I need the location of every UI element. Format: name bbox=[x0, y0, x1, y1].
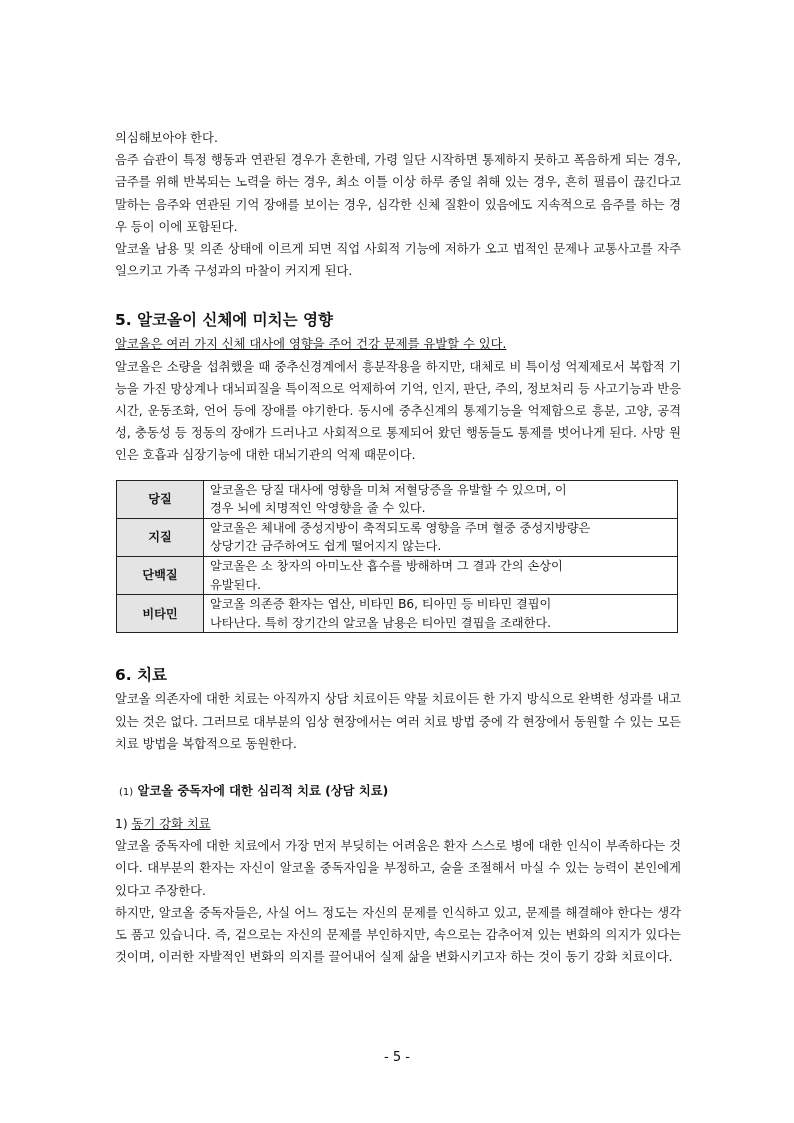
subsection-title bbox=[115, 781, 681, 799]
section5-body: 알코올은 소량을 섭취했을 때 중추신경계에서 흥분작용을 하지만, 대체로 비 특이성 억제제로서 복합적 기능을 가진 망상계나 대뇌피질을 특이적으로 억제하여 기억, 인지, 판단, 주의, 정보처리 등 사고기능과 반응시간, 운동조화, 언어 등에 장애를 야기한다. 동시에 중추신계의 통제기능을 억제함으로 흥분, 고양, 공격성, 충동성 등 정동의 장애가 드러나고 사회적으로 통제되어 왔던 행동들도 통제를 벗어나게 된다. 사망 원인은 호흡과 심장기능에 대한 대뇌기관의 억제 때문이다. bbox=[115, 359, 681, 463]
intro-paragraph-1: 의심해보아야 한다. bbox=[115, 131, 218, 145]
section5-title: 5. 알코올이 신체에 미치는 영향 bbox=[115, 311, 333, 330]
item-title bbox=[115, 813, 681, 835]
table-row bbox=[117, 557, 678, 595]
subsection-label: 알코올 중독자에 대한 심리적 치료 (상담 치료) bbox=[137, 784, 389, 798]
item-number: 1) bbox=[115, 817, 132, 831]
subsection-number: (1) bbox=[119, 787, 134, 798]
nutrient-effects-table bbox=[116, 480, 678, 634]
table-row-text: 알코올은 체내에 중성지방이 축적되도록 영향을 주며 혈중 중성지방량은 상당기간 금주하여도 쉽게 떨어지지 않는다. bbox=[204, 518, 678, 556]
table-row-label: 비타민 bbox=[117, 595, 204, 633]
table-row-text: 알코올은 당질 대사에 영향을 미쳐 저혈당증을 유발할 수 있으며, 이 경우 뇌에 치명적인 악영향을 줄 수 있다. bbox=[204, 480, 678, 518]
table-row bbox=[117, 480, 678, 518]
item-label: 동기 강화 치료 bbox=[131, 817, 211, 831]
table-row-text: 알코올은 소 창자의 아미노산 흡수를 방해하며 그 결과 간의 손상이 유발된다. bbox=[204, 557, 678, 595]
table-row-text: 알코올 의존증 환자는 엽산, 비타민 B6, 티아민 등 비타민 결핍이 나타난다. 특히 장기간의 알코올 남용은 티아민 결핍을 조래한다. bbox=[204, 595, 678, 633]
section6-title: 6. 치료 bbox=[115, 666, 168, 685]
table-row-label: 단백질 bbox=[117, 557, 204, 595]
table-row bbox=[117, 595, 678, 633]
document-page bbox=[115, 127, 681, 968]
section6-body: 알코올 의존자에 대한 치료는 아직까지 상담 치료이든 약물 치료이든 한 가지 방식으로 완벽한 성과를 내고 있는 것은 없다. 그러므로 대부분의 임상 현장에서는 여러 치료 방법 중에 각 현장에서 동원할 수 있는 모든 치료 방법을 복합적으로 동원한다. bbox=[115, 692, 681, 751]
intro-paragraph-3: 알코올 남용 및 의존 상태에 이르게 되면 직업 사회적 기능에 저하가 오고 법적인 문제나 교통사고를 자주 일으키고 가족 구성과의 마찰이 커지게 된다. bbox=[115, 242, 681, 279]
table-row-label: 지질 bbox=[117, 518, 204, 556]
item-paragraph-2: 하지만, 알코올 중독자들은, 사실 어느 정도는 자신의 문제를 인식하고 있고, 문제를 해결해야 한다는 생각도 품고 있습니다. 즉, 겉으로는 자신의 문제를 부인하지만, 속으로는 감추어져 있는 변화의 의지가 있다는 것이며, 이러한 자발적인 변화의 의지를 끌어내어 실제 삶을 변화시키고자 하는 것이 동기 강화 치료이다. bbox=[115, 905, 681, 965]
table-row bbox=[117, 518, 678, 556]
table-row-label: 당질 bbox=[117, 480, 204, 518]
intro-paragraph-2: 음주 습관이 특정 행동과 연관된 경우가 흔한데, 가령 일단 시작하면 통제하지 못하고 폭음하게 되는 경우, 금주를 위해 반복되는 노력을 하는 경우, 최소 이틀 이상 하루 종일 취해 있는 경우, 흔히 필름이 끊긴다고 말하는 음주와 연관된 기억 장애를 보이는 경우, 심각한 신체 질환이 있음에도 지속적으로 음주를 하는 경우 등이 이에 포함된다. bbox=[115, 153, 681, 234]
page-number: - 5 - bbox=[384, 1050, 410, 1065]
item-paragraph-1: 알코올 중독자에 대한 치료에서 가장 먼저 부딪히는 어려움은 환자 스스로 병에 대한 인식이 부족하다는 것이다. 대부분의 환자는 자신이 알코올 중독자임을 부정하고, 술을 조절해서 마실 수 있는 능력이 본인에게 있다고 주장한다. bbox=[115, 839, 681, 898]
section5-lead: 알코올은 여러 가지 신체 대사에 영향을 주어 건강 문제를 유발할 수 있다. bbox=[115, 337, 507, 352]
